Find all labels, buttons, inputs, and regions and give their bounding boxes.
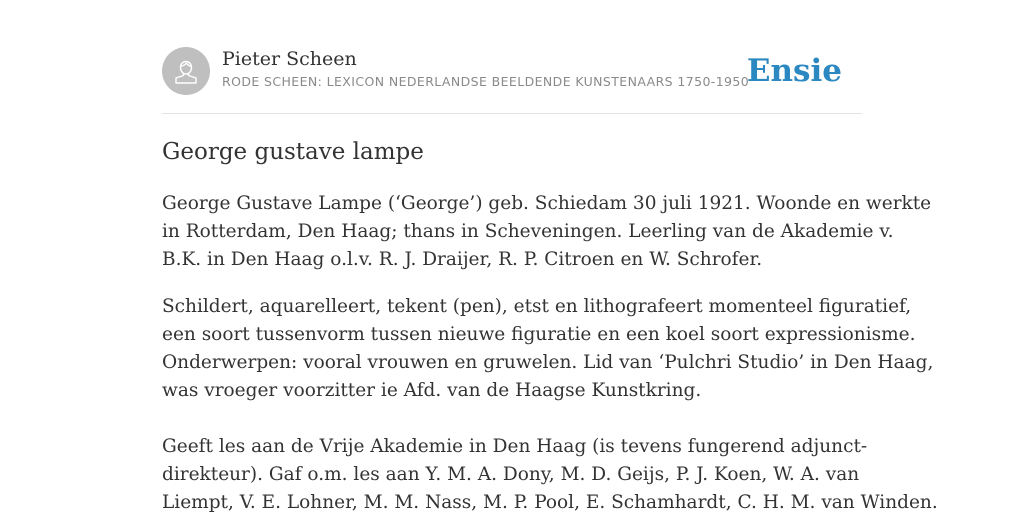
text-line: in Rotterdam, Den Haag; thans in Scheveningen. Leerling van de Akademie v.: [162, 221, 894, 242]
author-avatar[interactable]: [162, 47, 210, 95]
text-line: Onderwerpen: vooral vrouwen en gruwelen. Lid van ‘Pulchri Studio’ in Den Haag,: [162, 352, 934, 373]
article-body: [162, 190, 938, 512]
ensie-logo[interactable]: Ensie: [746, 53, 842, 89]
paragraph: [162, 293, 934, 405]
text-line: Liempt, V. E. Lohner, M. M. Nass, M. P. Pool, E. Schamhardt, C. H. M. van Winden.: [162, 492, 938, 512]
text-line: Schildert, aquarelleert, tekent (pen), etst en lithografeert momenteel figuratief,: [162, 296, 912, 317]
paragraph: [162, 433, 938, 512]
source-title[interactable]: RODE SCHEEN: LEXICON NEDERLANDSE BEELDENDE KUNSTENAARS 1750-1950: [222, 74, 750, 89]
paragraph-gap: [162, 405, 862, 433]
text-line: Geeft les aan de Vrije Akademie in Den Haag (is tevens fungerend adjunct-: [162, 436, 868, 457]
article-header: [162, 47, 862, 95]
article-title: George gustave lampe: [162, 139, 424, 165]
paragraph: [162, 190, 932, 274]
author-name[interactable]: Pieter Scheen: [222, 48, 357, 70]
text-line: George Gustave Lampe (‘George’) geb. Schiedam 30 juli 1921. Woonde en werkte: [162, 193, 932, 214]
header-divider: [162, 113, 862, 114]
text-line: B.K. in Den Haag o.l.v. R. J. Draijer, R. P. Citroen en W. Schrofer.: [162, 249, 763, 270]
text-line: een soort tussenvorm tussen nieuwe figuratie en een koel soort expressionisme.: [162, 324, 916, 345]
user-icon: [162, 47, 210, 95]
text-line: was vroeger voorzitter ie Afd. van de Haagse Kunstkring.: [162, 380, 702, 401]
text-line: direkteur). Gaf o.m. les aan Y. M. A. Dony, M. D. Geijs, P. J. Koen, W. A. van: [162, 464, 860, 485]
